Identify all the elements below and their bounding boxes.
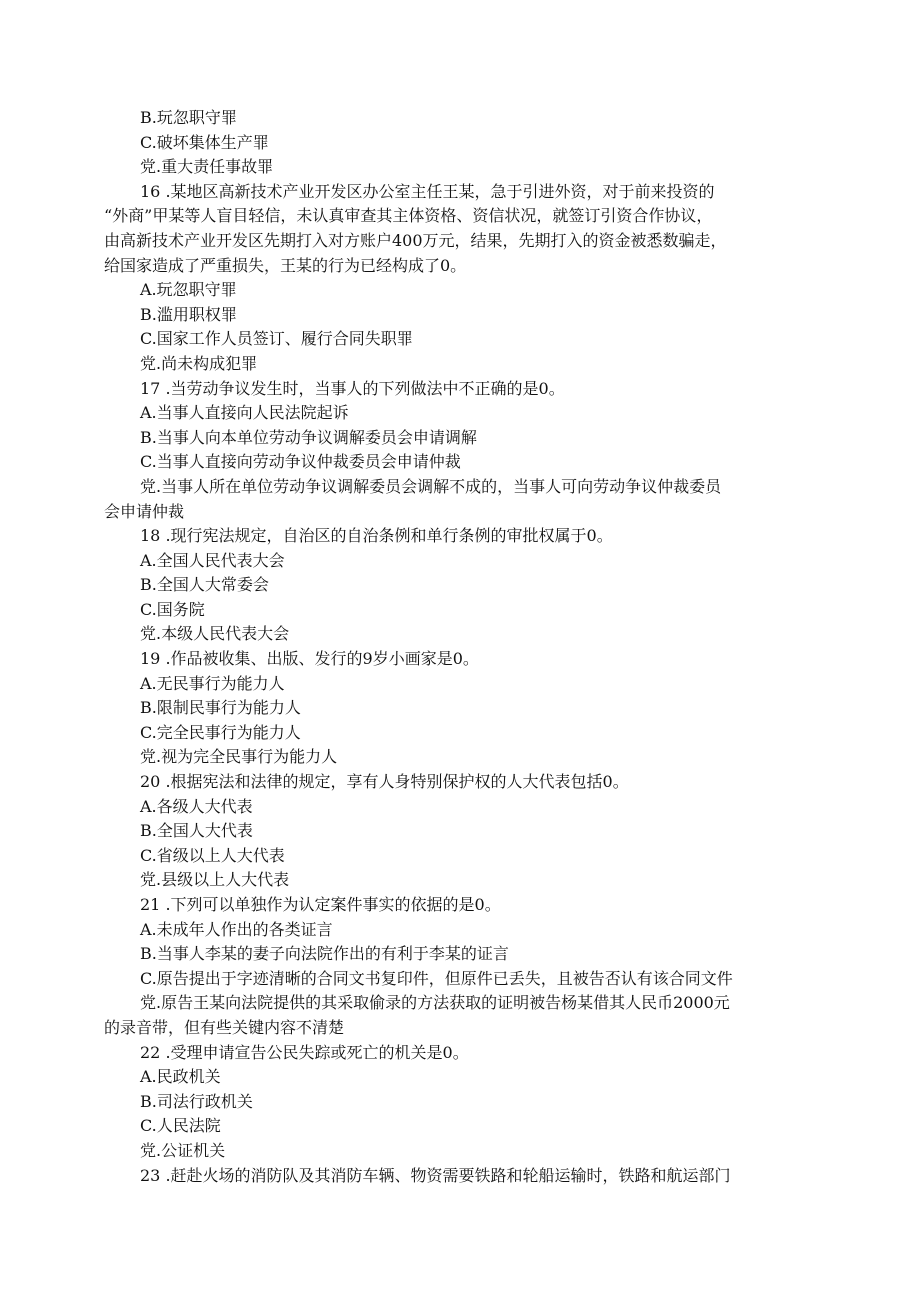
option-text: C.人民法院 xyxy=(140,1116,221,1136)
question-text: 21 .下列可以单独作为认定案件事实的依据的是0。 xyxy=(140,895,501,914)
question-text: 17 .当劳动争议发生时，当事人的下列做法中不正确的是0。 xyxy=(140,378,565,398)
option-text: B.全国人大常委会 xyxy=(140,575,269,595)
option-text: B.当事人李某的妻子向法院作出的有利于李某的证言 xyxy=(140,944,509,964)
option-text: 党.县级以上人大代表 xyxy=(140,870,290,890)
continuation-text: 会申请仲裁 xyxy=(104,501,185,521)
option-text: C.当事人直接向劳动争议仲裁委员会申请仲裁 xyxy=(140,452,461,472)
continuation-text: 给国家造成了严重损失，王某的行为已经构成了0。 xyxy=(104,255,467,275)
option-text: A.民政机关 xyxy=(140,1067,221,1087)
question-text: 19 .作品被收集、出版、发行的9岁小画家是0。 xyxy=(140,649,479,669)
question-text: 23 .赶赴火场的消防队及其消防车辆、物资需要铁路和轮船运输时，铁路和航运部门 xyxy=(140,1165,731,1185)
option-text: A.未成年人作出的各类证言 xyxy=(140,919,333,939)
option-text: 党.本级人民代表大会 xyxy=(140,624,290,644)
continuation-text: 的录音带，但有些关键内容不清楚 xyxy=(104,1017,345,1037)
option-text: 党.公证机关 xyxy=(140,1140,226,1160)
option-text: C.原告提出于字迹清晰的合同文书复印件，但原件已丢失，且被告否认有该合同文件 xyxy=(140,968,733,988)
question-text: 22 .受理申请宣告公民失踪或死亡的机关是0。 xyxy=(140,1042,469,1062)
option-text: B.当事人向本单位劳动争议调解委员会申请调解 xyxy=(140,427,477,447)
continuation-text: 由高新技术产业开发区先期打入对方账户400万元，结果，先期打入的资金被悉数骗走， xyxy=(104,230,727,250)
option-text: 党.原告王某向法院提供的其采取偷录的方法获取的证明被告杨某借其人民币2000元 xyxy=(140,993,730,1013)
question-text: 16 .某地区高新技术产业开发区办公室主任王某，急于引进外资，对于前来投资的 xyxy=(140,181,715,201)
option-text: C.省级以上人大代表 xyxy=(140,845,285,865)
option-text: A.各级人大代表 xyxy=(140,796,253,816)
option-text: C.完全民事行为能力人 xyxy=(140,722,301,742)
option-text: B.司法行政机关 xyxy=(140,1091,253,1111)
option-text: 党.当事人所在单位劳动争议调解委员会调解不成的，当事人可向劳动争议仲裁委员 xyxy=(140,476,722,496)
option-text: 党.视为完全民事行为能力人 xyxy=(140,747,338,767)
option-text: 党.重大责任事故罪 xyxy=(140,157,274,177)
option-text: B.玩忽职守罪 xyxy=(140,108,237,127)
document-body xyxy=(0,106,920,1188)
option-text: B.限制民事行为能力人 xyxy=(140,698,301,718)
option-text: A.当事人直接向人民法院起诉 xyxy=(140,403,349,423)
option-text: B.全国人大代表 xyxy=(140,821,253,841)
option-text: 党.尚未构成犯罪 xyxy=(140,353,258,373)
option-text: A.全国人民代表大会 xyxy=(140,550,285,570)
question-text: 18 .现行宪法规定，自治区的自治条例和单行条例的审批权属于0。 xyxy=(140,526,613,546)
option-text: C.国家工作人员签订、履行合同失职罪 xyxy=(140,329,413,349)
option-text: C.破坏集体生产罪 xyxy=(140,132,269,152)
option-text: A.玩忽职守罪 xyxy=(140,280,237,300)
question-text: 20 .根据宪法和法律的规定，享有人身特别保护权的人大代表包括0。 xyxy=(140,772,629,792)
continuation-text: “外商”甲某等人盲目轻信，未认真审查其主体资格、资信状况，就签订引资合作协议， xyxy=(104,206,713,226)
option-text: C.国务院 xyxy=(140,599,205,619)
option-text: A.无民事行为能力人 xyxy=(140,673,285,693)
option-text: B.滥用职权罪 xyxy=(140,304,237,324)
